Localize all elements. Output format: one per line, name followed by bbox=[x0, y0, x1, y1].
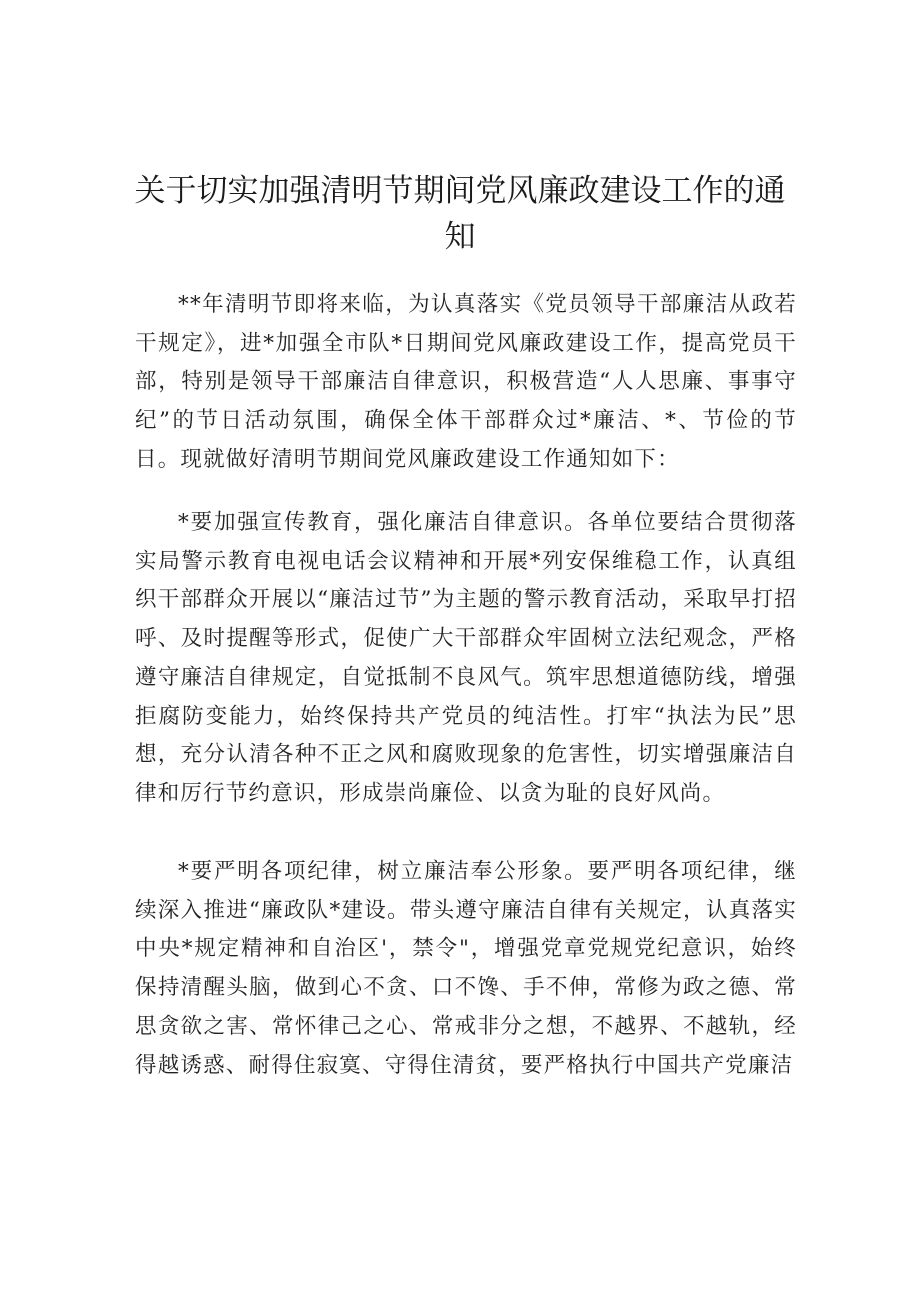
paragraph-intro: **年清明节即将来临，为认真落实《党员领导干部廉洁从政若干规定》，进*加强全市队*日期间党风廉政建设工作，提高党员干部，特别是领导干部廉洁自律意识，积极营造“人人思廉、事事守纪”的节日活动氛围，确保全体干部群众过*廉洁、*、节俭的节日。现就做好清明节期间党风廉政建设工作通知如下： bbox=[135, 292, 797, 472]
paragraph-discipline: *要严明各项纪律，树立廉洁奉公形象。要严明各项纪律，继续深入推进“廉政队*建设。带头遵守廉洁自律有关规定，认真落实中央*规定精神和自治区'，禁令"，增强党章党规党纪意识，始终保持清醒头脑，做到心不贪、口不馋、手不伸，常修为政之德、常思贪欲之害、常怀律己之心、常戒非分之想，不越界、不越轨，经得越诱惑、耐得住寂寞、守得住清贫，要严格执行中国共产党廉洁 bbox=[135, 859, 797, 1078]
paragraph-education: *要加强宣传教育，强化廉洁自律意识。各单位要结合贯彻落实局警示教育电视电话会议精神和开展*列安保维稳工作，认真组织干部群众开展以“廉洁过节”为主题的警示教育活动，采取早打招呼、及时提醒等形式，促使广大干部群众牢固树立法纪观念，严格遵守廉洁自律规定，自觉抵制不良风气。筑牢思想道德防线，增强拒腐防变能力，始终保持共产党员的纯洁性。打牢“执法为民”思想，充分认清各种不正之风和腐败现象的危害性，切实增强廉洁自律和厉行节约意识，形成崇尚廉俭、以贪为耻的良好风尚。 bbox=[135, 510, 797, 806]
document-title: 关于切实加强清明节期间党风廉政建设工作的通知 bbox=[134, 173, 786, 255]
